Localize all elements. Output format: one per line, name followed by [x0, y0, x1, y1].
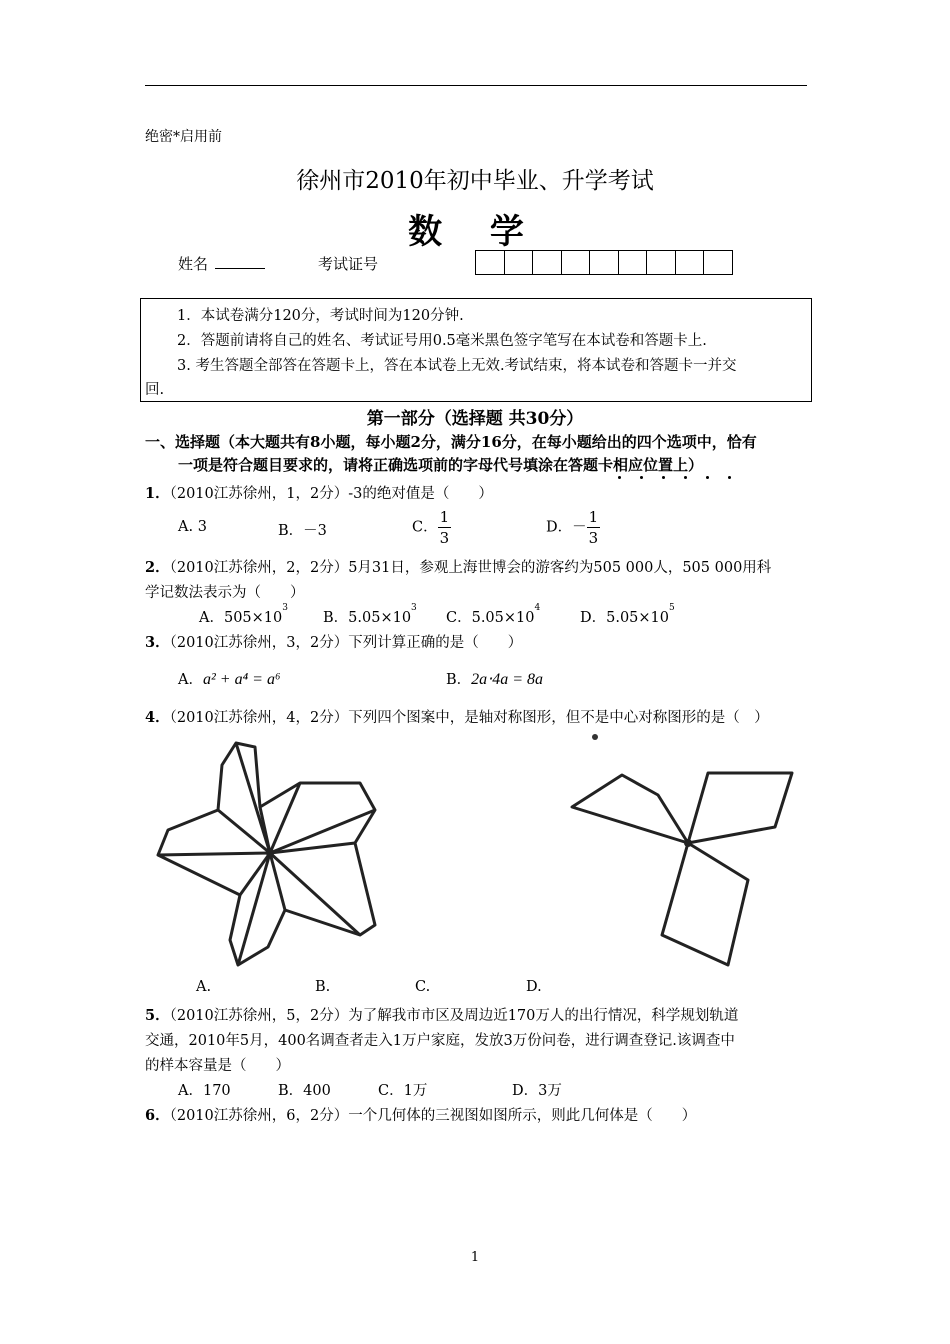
q5-option-a[interactable]: A．170: [178, 1083, 231, 1099]
q3-option-b[interactable]: [446, 668, 543, 689]
question-text: （2010江苏徐州，4，2分）下列四个图案中，是轴对称图形，但不是中心对称图形的是（ ）: [169, 710, 769, 726]
option-text: B．5.05×10: [323, 610, 412, 626]
q2-option-a[interactable]: [199, 603, 288, 627]
q2-option-d[interactable]: [580, 603, 675, 627]
question-text: （2010江苏徐州，2，2分）5月31日，参观上海世博会的游客约为505 000人，505 000用科: [169, 560, 772, 576]
name-field[interactable]: [215, 268, 265, 269]
id-box[interactable]: [646, 250, 676, 275]
question-6: [145, 1104, 696, 1125]
header-rule: [145, 85, 807, 86]
notice-line-1: 1．本试卷满分120分，考试时间为120分钟.: [177, 308, 464, 324]
question-3: [145, 631, 522, 652]
option-label: A．: [178, 672, 203, 688]
section-instructions-1: 一、选择题（本大题共有8小题，每小题2分，满分16分，在每小题给出的四个选项中，恰有: [145, 433, 757, 451]
exponent: 3: [282, 603, 288, 613]
q4-option-c[interactable]: C.: [415, 979, 431, 995]
question-5-continued: 交通，2010年5月，400名调查者走入1万户家庭，发放3万份问卷，进行调查登记.该调查中: [145, 1033, 735, 1049]
question-1: [145, 482, 493, 503]
question-text: （2010江苏徐州，5，2分）为了解我市市区及周边近170万人的出行情况，科学规划轨道: [169, 1008, 739, 1024]
question-5: [145, 1004, 738, 1025]
q1-option-b[interactable]: B．－3: [278, 523, 327, 539]
section-instructions-2: 一项是符合题目要求的，请将正确选项前的字母代号填涂在答题卡相应位置上）: [178, 456, 704, 474]
q5-option-d[interactable]: D．3万: [512, 1083, 562, 1099]
q5-option-b[interactable]: B．400: [278, 1083, 331, 1099]
id-box[interactable]: [675, 250, 705, 275]
id-box[interactable]: [589, 250, 619, 275]
option-text: D．5.05×10: [580, 610, 670, 626]
option-label: B．: [446, 672, 472, 688]
q4-option-d[interactable]: D.: [526, 979, 542, 995]
question-number: 1．: [145, 485, 170, 502]
exam-id-boxes[interactable]: [476, 250, 733, 275]
id-box[interactable]: [618, 250, 648, 275]
fraction-denominator: 3: [588, 529, 599, 547]
q4-option-b[interactable]: B.: [315, 979, 331, 995]
id-box[interactable]: [703, 250, 733, 275]
id-box[interactable]: [561, 250, 591, 275]
question-text: （2010江苏徐州，3，2分）下列计算正确的是（ ）: [169, 635, 523, 651]
question-number: 2．: [145, 559, 170, 576]
exam-id-label: 考试证号: [318, 255, 379, 273]
option-text: A．505×10: [199, 610, 283, 626]
q1-option-a[interactable]: A. 3: [178, 519, 207, 535]
exponent: 3: [411, 603, 417, 613]
question-4: [145, 706, 769, 727]
figure-three-rhombi: [560, 725, 810, 975]
notice-line-2: 2．答题前请将自己的姓名、考试证号用0.5毫米黑色签字笔写在本试卷和答题卡上.: [177, 333, 707, 349]
q1-option-d[interactable]: [546, 507, 600, 548]
fraction-denominator: 3: [439, 529, 450, 547]
fraction: [438, 507, 452, 548]
question-2: [145, 556, 771, 577]
option-text: C．5.05×10: [446, 610, 535, 626]
question-number: 4．: [145, 709, 170, 726]
question-number: 6．: [145, 1107, 170, 1124]
notice-line-4: 回.: [145, 382, 165, 398]
figure-star-pattern: [150, 735, 390, 975]
exam-title: 徐州市2010年初中毕业、升学考试: [296, 168, 654, 194]
q5-option-c[interactable]: C．1万: [378, 1083, 428, 1099]
q1-option-c[interactable]: [412, 507, 451, 548]
q2-option-c[interactable]: [446, 603, 541, 627]
question-number: 5．: [145, 1007, 170, 1024]
fraction-numerator: 1: [439, 508, 450, 526]
id-box[interactable]: [504, 250, 534, 275]
q4-option-a[interactable]: A.: [196, 979, 212, 995]
question-text: （2010江苏徐州，1，2分）-3的绝对值是（ ）: [169, 486, 493, 502]
confidential-label: 绝密*启用前: [145, 129, 222, 145]
math-expression: a² + a⁴ = a⁶: [202, 671, 281, 688]
notice-line-3: 3. 考生答题全部答在答题卡上，答在本试卷上无效.考试结束，将本试卷和答题卡一并交: [177, 358, 737, 374]
subject-title: 数 学: [408, 212, 542, 252]
question-text: （2010江苏徐州，6，2分）一个几何体的三视图如图所示，则此几何体是（ ）: [169, 1108, 697, 1124]
id-box[interactable]: [475, 250, 505, 275]
q3-option-a[interactable]: [178, 668, 281, 689]
q2-option-b[interactable]: [323, 603, 417, 627]
name-label: 姓名: [178, 255, 209, 273]
option-label: C．: [412, 519, 438, 536]
exponent: 5: [669, 603, 675, 613]
option-label: D．－: [546, 519, 587, 536]
question-5-continued-2: 的样本容量是（ ）: [145, 1058, 290, 1074]
exponent: 4: [534, 603, 541, 613]
exam-notice-box: [140, 298, 812, 402]
fraction: [587, 507, 601, 548]
part1-heading: 第一部分（选择题 共30分）: [366, 409, 584, 429]
question-number: 3．: [145, 634, 170, 651]
id-box[interactable]: [532, 250, 562, 275]
math-expression: 2a⋅4a = 8a: [471, 671, 544, 688]
page-number: 1: [470, 1250, 480, 1265]
fraction-numerator: 1: [588, 508, 599, 526]
question-2-continued: 学记数法表示为（ ）: [145, 585, 305, 601]
